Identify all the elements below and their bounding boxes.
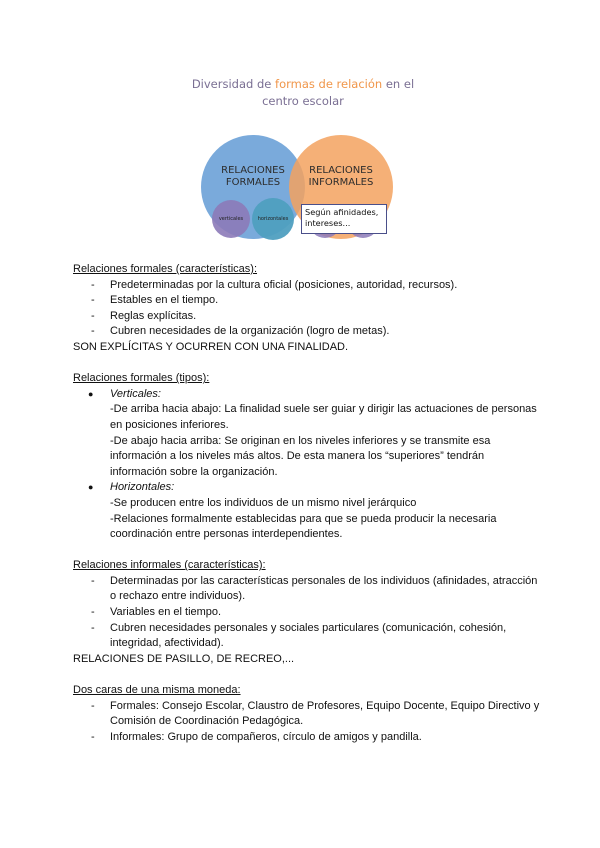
- title-line2: centro escolar: [262, 94, 344, 108]
- section-heading: Relaciones formales (características):: [73, 263, 258, 275]
- bullet-title: ● Horizontales:: [110, 481, 175, 494]
- section-heading: Dos caras de una misma moneda:: [73, 684, 241, 697]
- bullet-line: -Relaciones formalmente establecidas para que se pueda producir la necesaria coordinación entre personas interdependientes.: [110, 512, 497, 541]
- section-closing: SON EXPLÍCITAS Y OCURREN CON UNA FINALIDAD.: [73, 340, 349, 353]
- list-item: - Cubren necesidades personales y sociales particulares (comunicación, cohesión, integridad, afectividad).: [73, 621, 543, 652]
- bullet-line: -De arriba hacia abajo: La finalidad suele ser guiar y dirigir las actuaciones de personas en posiciones inferiores.: [110, 403, 537, 431]
- bullet-title: ● Verticales:: [110, 387, 161, 400]
- title-post: en el: [382, 77, 415, 91]
- bullet-line: -De abajo hacia arriba: Se originan en los niveles inferiores y se transmite esa información a los niveles más altos. De esta manera los “superiores” tendrán información sobre la organización.: [110, 434, 491, 478]
- list-item: - Variables en el tiempo.: [73, 605, 543, 621]
- section-heading: Relaciones informales (características):: [73, 559, 266, 572]
- list-item: - Estables en el tiempo.: [73, 293, 543, 309]
- formales-types-list: [73, 387, 543, 543]
- list-item: - Formales: Consejo Escolar, Claustro de Profesores, Equipo Docente, Equipo Directivo y Comisión de Coordinación Pedagógica.: [73, 699, 543, 730]
- informales-label: RELACIONES INFORMALES: [308, 165, 374, 188]
- list-item: - Informales: Grupo de compañeros, círculo de amigos y pandilla.: [73, 730, 543, 746]
- section-heading: Relaciones formales (tipos):: [73, 372, 210, 385]
- list-item: - Determinadas por las características personales de los individuos (afinidades, atracción o rechazo entre individuos).: [73, 574, 543, 605]
- verticales-label: verticales: [218, 216, 244, 222]
- list-item: [73, 387, 543, 481]
- informales-characteristics-list: [73, 574, 543, 652]
- formales-label: RELACIONES FORMALES: [221, 165, 285, 188]
- list-item: - Reglas explícitas.: [73, 309, 543, 325]
- list-item: [73, 480, 543, 542]
- afinidades-callout: Según afinidades, intereses...: [301, 204, 387, 234]
- figure-title: [183, 76, 423, 110]
- list-item: - Predeterminadas por la cultura oficial (posiciones, autoridad, recursos).: [73, 278, 543, 294]
- list-item: - Cubren necesidades de la organización (logro de metas).: [73, 324, 543, 340]
- horizontales-label: horizontales: [257, 216, 289, 222]
- section-closing: RELACIONES DE PASILLO, DE RECREO,...: [73, 652, 295, 665]
- bullet-line: -Se producen entre los individuos de un mismo nivel jerárquico: [110, 496, 417, 509]
- two-faces-list: [73, 699, 543, 746]
- document-body: [73, 262, 543, 745]
- title-pre: Diversidad de: [191, 77, 276, 91]
- venn-figure: [183, 72, 423, 252]
- formales-characteristics-list: [73, 278, 543, 340]
- title-highlight: formas de relación: [275, 77, 383, 91]
